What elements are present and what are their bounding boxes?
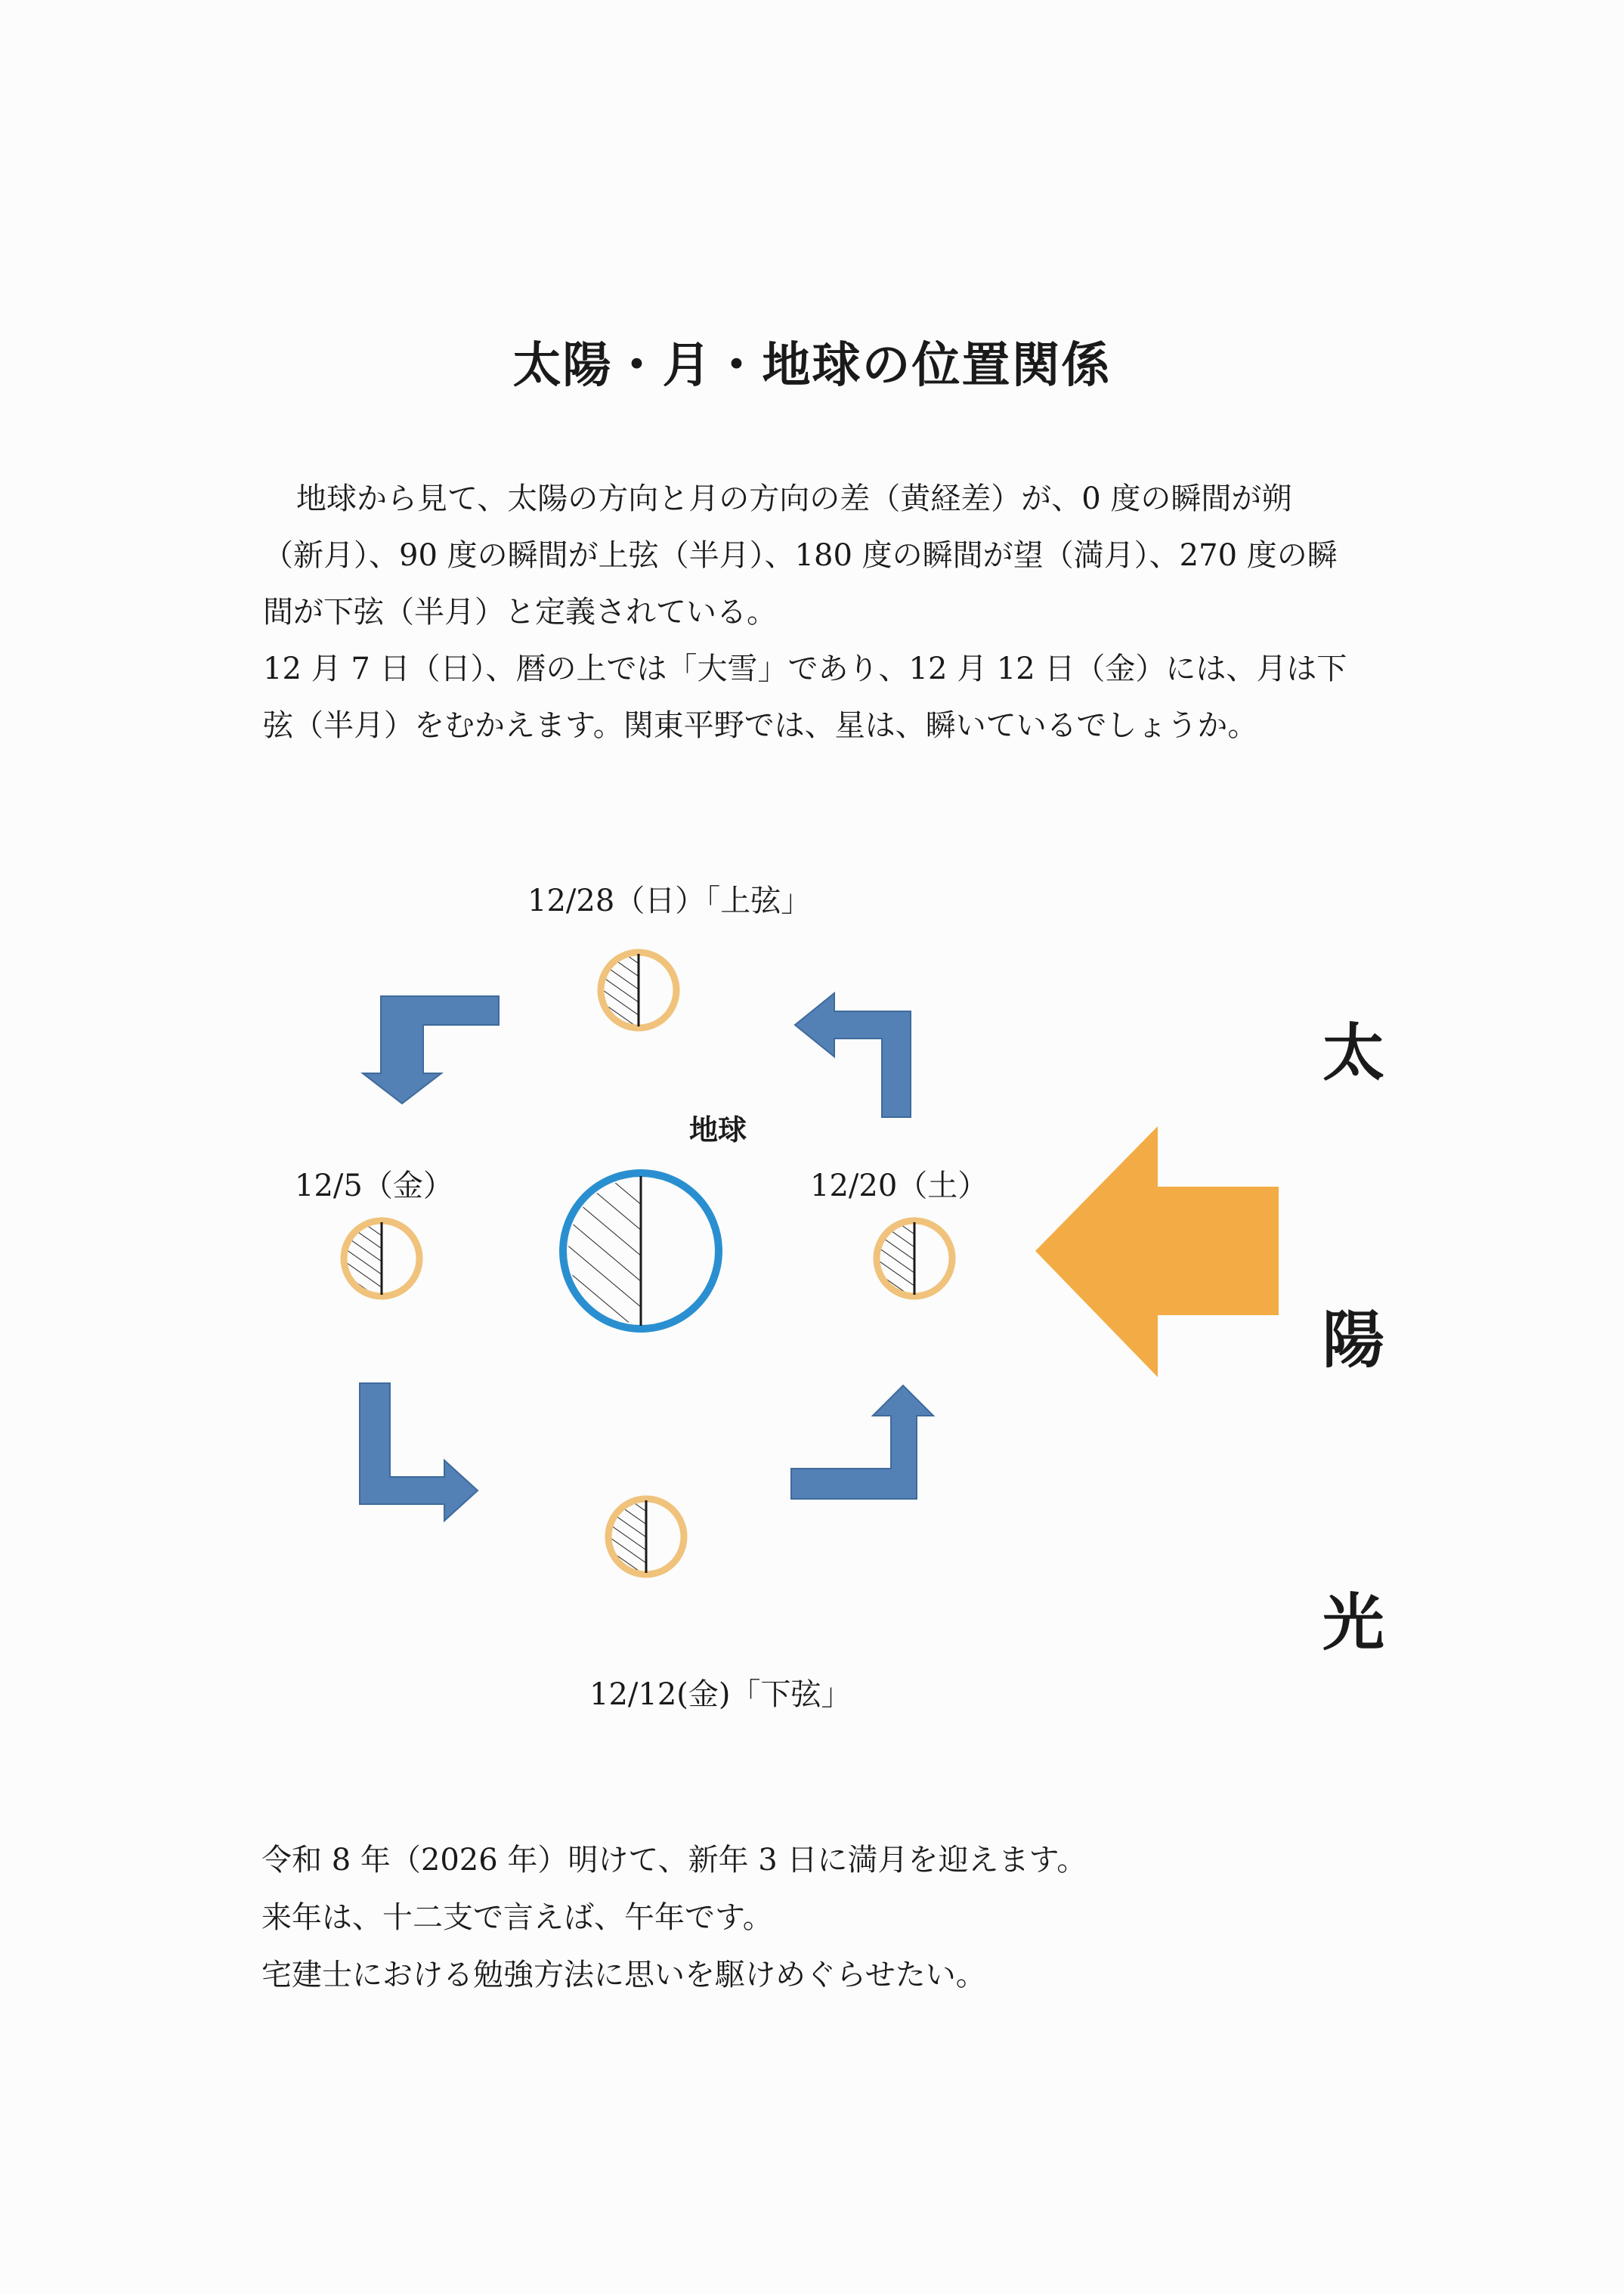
orbit-arrow-bottom-right (791, 1385, 933, 1499)
moon-first-quarter (601, 952, 676, 1028)
page-title: 太陽・月・地球の位置関係 (512, 338, 1112, 394)
earth-label: 地球 (689, 1113, 747, 1147)
orbit-arrow-bottom-left (360, 1383, 478, 1521)
sunlight-char-1: 太 (1322, 1017, 1384, 1089)
orbit-arrow-top-right (795, 993, 911, 1117)
sunlight-char-2: 陽 (1322, 1305, 1384, 1376)
label-last-quarter: 12/12(金)「下弦」 (589, 1677, 852, 1712)
calendar-paragraph: 12 月 7 日（日）、暦の上では「大雪」であり、12 月 12 日（金）には、月は下弦（半月）をむかえます。関東平野では、星は、瞬いているでしょうか。 (263, 652, 1347, 743)
moon-right (877, 1221, 952, 1296)
moon-last-quarter (608, 1499, 684, 1574)
label-left-moon: 12/5（金） (295, 1169, 453, 1203)
label-right-moon: 12/20（土） (810, 1169, 988, 1203)
sunlight-char-3: 光 (1322, 1587, 1384, 1659)
closing-line-3: 宅建士における勉強方法に思いを駆けめぐらせたい。 (261, 1958, 986, 1992)
label-first-quarter: 12/28（日）「上弦」 (527, 884, 812, 918)
closing-line-2: 来年は、十二支で言えば、午年です。 (261, 1900, 773, 1935)
orbit-arrow-top-left (363, 996, 499, 1104)
earth (563, 1173, 719, 1329)
intro-paragraph: 地球から見て、太陽の方向と月の方向の差（黄経差）が、0 度の瞬間が朔（新月）、90 度の瞬間が上弦（半月）、180 度の瞬間が望（満月）、270 度の瞬間が下弦（半月）と定義されている。 (263, 481, 1338, 630)
sunlight-arrow (1035, 1126, 1279, 1377)
moon-left (344, 1221, 419, 1296)
closing-line-1: 令和 8 年（2026 年）明けて、新年 3 日に満月を迎えます。 (261, 1843, 1087, 1878)
